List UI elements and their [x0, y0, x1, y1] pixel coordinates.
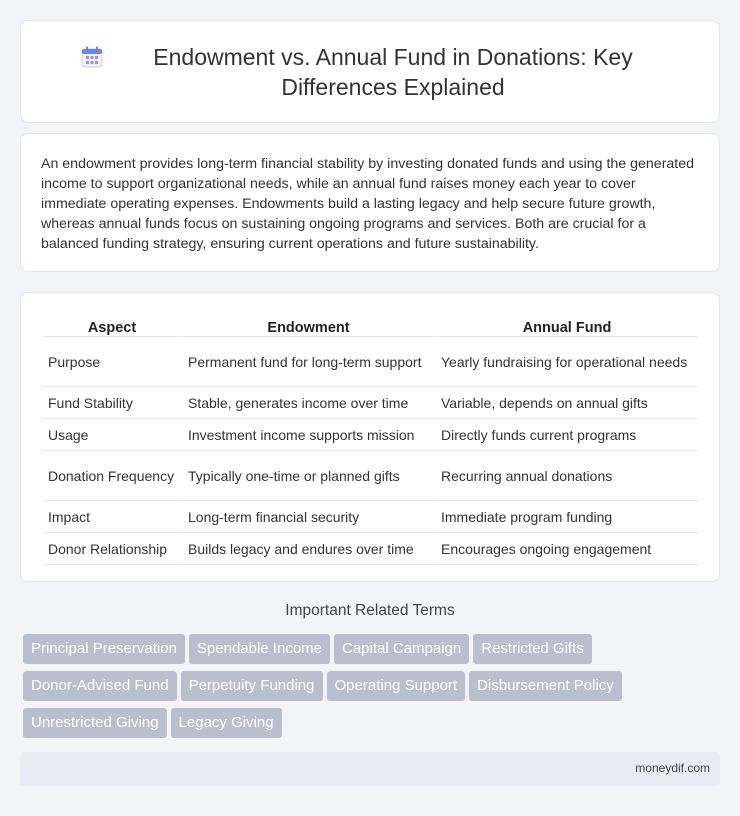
related-term-tag[interactable]: Unrestricted Giving: [23, 708, 167, 738]
header-annual-fund: Annual Fund: [434, 315, 698, 337]
cell-annual-fund: Encourages ongoing engagement: [434, 533, 698, 565]
title-wrap: [80, 42, 660, 102]
related-term-tag[interactable]: Principal Preservation: [23, 634, 185, 664]
summary-card: [20, 133, 720, 272]
table-row: [43, 501, 698, 533]
cell-endowment: Permanent fund for long-term support: [181, 337, 434, 387]
related-terms-list: [23, 634, 723, 745]
cell-annual-fund: Directly funds current programs: [434, 419, 698, 451]
cell-annual-fund: Recurring annual donations: [434, 451, 698, 501]
table-row: [43, 387, 698, 419]
cell-endowment: Stable, generates income over time: [181, 387, 434, 419]
cell-aspect: Fund Stability: [43, 387, 181, 419]
related-term-tag[interactable]: Spendable Income: [189, 634, 330, 664]
cell-aspect: Donation Frequency: [43, 451, 181, 501]
title-card: [20, 20, 720, 123]
cell-endowment: Builds legacy and endures over time: [181, 533, 434, 565]
footer-site-link[interactable]: moneydif.com: [635, 761, 710, 775]
related-term-tag[interactable]: Donor-Advised Fund: [23, 671, 177, 701]
comparison-table-card: [20, 292, 720, 582]
table-header-row: [43, 315, 698, 337]
cell-aspect: Donor Relationship: [43, 533, 181, 565]
table-row: [43, 533, 698, 565]
related-terms-heading: Important Related Terms: [285, 602, 455, 619]
page-title: Endowment vs. Annual Fund in Donations: Key Differences Explained: [153, 43, 633, 100]
table-row: [43, 337, 698, 387]
comparison-table: [43, 315, 698, 565]
cell-aspect: Usage: [43, 419, 181, 451]
related-term-tag[interactable]: Disbursement Policy: [469, 671, 622, 701]
related-term-tag[interactable]: Operating Support: [327, 671, 466, 701]
related-term-tag[interactable]: Legacy Giving: [171, 708, 282, 738]
related-term-tag[interactable]: Restricted Gifts: [473, 634, 592, 664]
cell-annual-fund: Immediate program funding: [434, 501, 698, 533]
cell-annual-fund: Variable, depends on annual gifts: [434, 387, 698, 419]
header-endowment: Endowment: [181, 315, 434, 337]
summary-text: An endowment provides long-term financial stability by investing donated funds and using the generated income to support organizational needs, while an annual fund raises money each year to cover immediate operating expenses. Endowments build a lasting legacy and help secure future growth, whereas annual funds focus on sustaining ongoing programs and services. Both are crucial for a balanced funding strategy, ensuring current operations and future sustainability.: [41, 156, 695, 252]
cell-endowment: Investment income supports mission: [181, 419, 434, 451]
cell-annual-fund: Yearly fundraising for operational needs: [434, 337, 698, 387]
cell-aspect: Impact: [43, 501, 181, 533]
calendar-icon: [80, 45, 104, 69]
cell-aspect: Purpose: [43, 337, 181, 387]
table-row: [43, 419, 698, 451]
table-row: [43, 451, 698, 501]
cell-endowment: Typically one-time or planned gifts: [181, 451, 434, 501]
header-aspect: Aspect: [43, 315, 181, 337]
cell-endowment: Long-term financial security: [181, 501, 434, 533]
footer: [20, 752, 720, 786]
related-term-tag[interactable]: Perpetuity Funding: [181, 671, 323, 701]
related-term-tag[interactable]: Capital Campaign: [334, 634, 469, 664]
